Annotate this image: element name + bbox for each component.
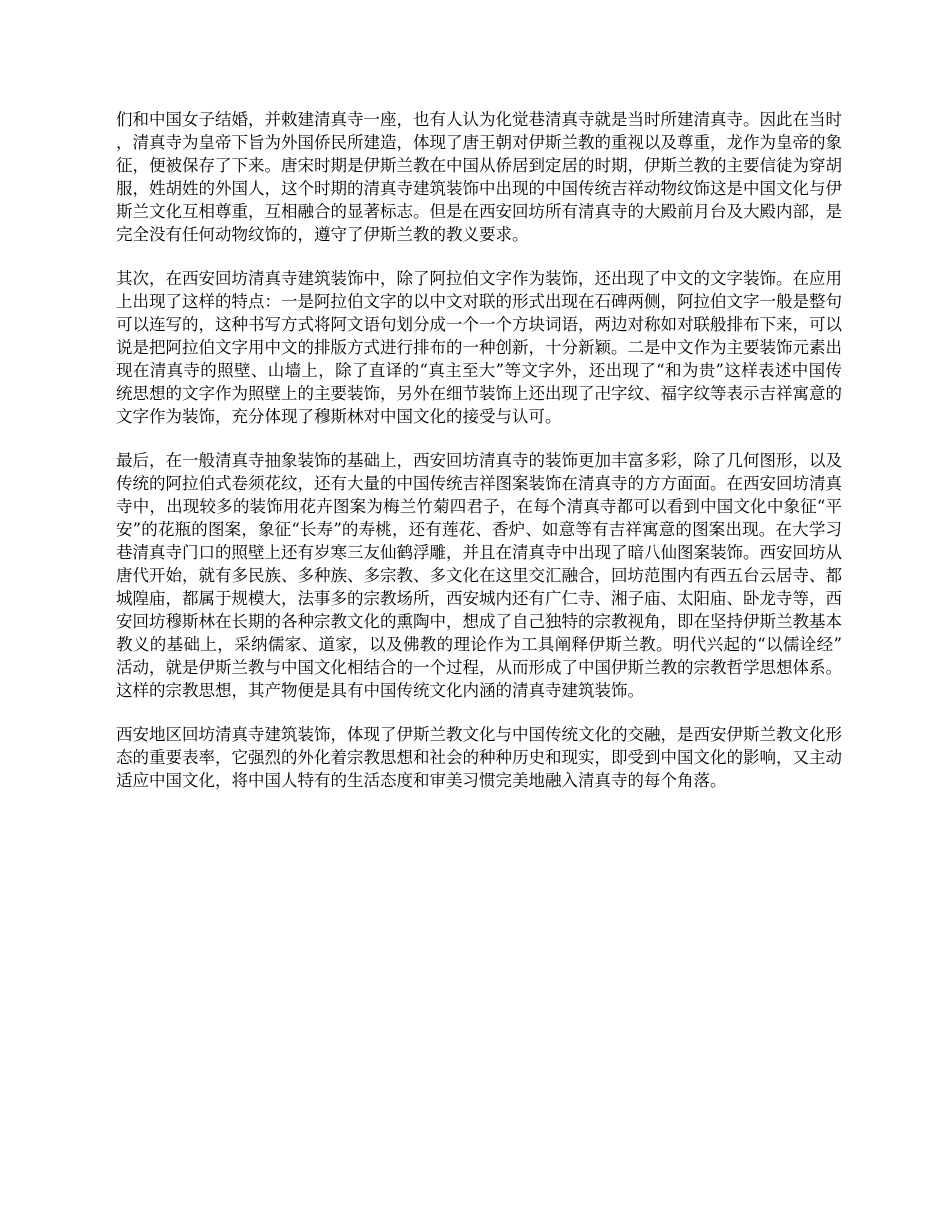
paragraph-text-decoration: 其次，在西安回坊清真寺建筑装饰中，除了阿拉伯文字作为装饰，还出现了中文的文字装饰。在应用上出现了这样的特点：一是阿拉伯文字的以中文对联的形式出现在石碑两侧，阿拉伯文字一般是整句可以连写的，这种书写方式将阿文语句划分成一个一个方块词语，两边对称如对联般排布下来，可以说是把阿拉伯文字用中文的排版方式进行排布的一种创新，十分新颖。二是中文作为主要装饰元素出现在清真寺的照壁、山墙上，除了直译的“真主至大”等文字外，还出现了“和为贵”这样表述中国传统思想的文字作为照壁上的主要装饰，另外在细节装饰上还出现了卍字纹、福字纹等表示吉祥寓意的文字作为装饰，充分体现了穆斯林对中国文化的接受与认可。	[116, 269, 842, 426]
document-page	[116, 108, 842, 813]
paragraph-conclusion: 西安地区回坊清真寺建筑装饰，体现了伊斯兰教文化与中国传统文化的交融，是西安伊斯兰教文化形态的重要表率，它强烈的外化着宗教思想和社会的种种历史和现实，即受到中国文化的影响，又主动适应中国文化，将中国人特有的生活态度和审美习惯完美地融入清真寺的每个角落。	[116, 725, 842, 790]
paragraph-dragon-decoration: 们和中国女子结婚，并敕建清真寺一座，也有人认为化觉巷清真寺就是当时所建清真寺。因此在当时，清真寺为皇帝下旨为外国侨民所建造，体现了唐王朝对伊斯兰教的重视以及尊重，龙作为皇帝的象征，便被保存了下来。唐宋时期是伊斯兰教在中国从侨居到定居的时期，伊斯兰教的主要信徒为穿胡服，姓胡姓的外国人，这个时期的清真寺建筑装饰中出现的中国传统吉祥动物纹饰这是中国文化与伊斯兰文化互相尊重，互相融合的显著标志。但是在西安回坊所有清真寺的大殿前月台及大殿内部，是完全没有任何动物纹饰的，遵守了伊斯兰教的教义要求。	[116, 110, 842, 244]
paragraph-auspicious-patterns: 最后，在一般清真寺抽象装饰的基础上，西安回坊清真寺的装饰更加丰富多彩，除了几何图形，以及传统的阿拉伯式卷须花纹，还有大量的中国传统吉祥图案装饰在清真寺的方方面面。在西安回坊清真寺中，出现较多的装饰用花卉图案为梅兰竹菊四君子，在每个清真寺都可以看到中国文化中象征“平安”的花瓶的图案，象征“长寿”的寿桃，还有莲花、香炉、如意等有吉祥寓意的图案出现。在大学习巷清真寺门口的照壁上还有岁寒三友仙鹤浮雕，并且在清真寺中出现了暗八仙图案装饰。西安回坊从唐代开始，就有多民族、多种族、多宗教、多文化在这里交汇融合，回坊范围内有西五台云居寺、都城隍庙，都属于规模大，法事多的宗教场所，西安城内还有广仁寺、湘子庙、太阳庙、卧龙寺等，西安回坊穆斯林在长期的各种宗教文化的熏陶中，想成了自己独特的宗教视角，即在坚持伊斯兰教基本教义的基础上，采纳儒家、道家，以及佛教的理论作为工具阐释伊斯兰教。明代兴起的“以儒诠经”活动，就是伊斯兰教与中国文化相结合的一个过程，从而形成了中国伊斯兰教的宗教哲学思想体系。这样的宗教思想，其产物便是具有中国传统文化内涵的清真寺建筑装饰。	[116, 451, 842, 700]
